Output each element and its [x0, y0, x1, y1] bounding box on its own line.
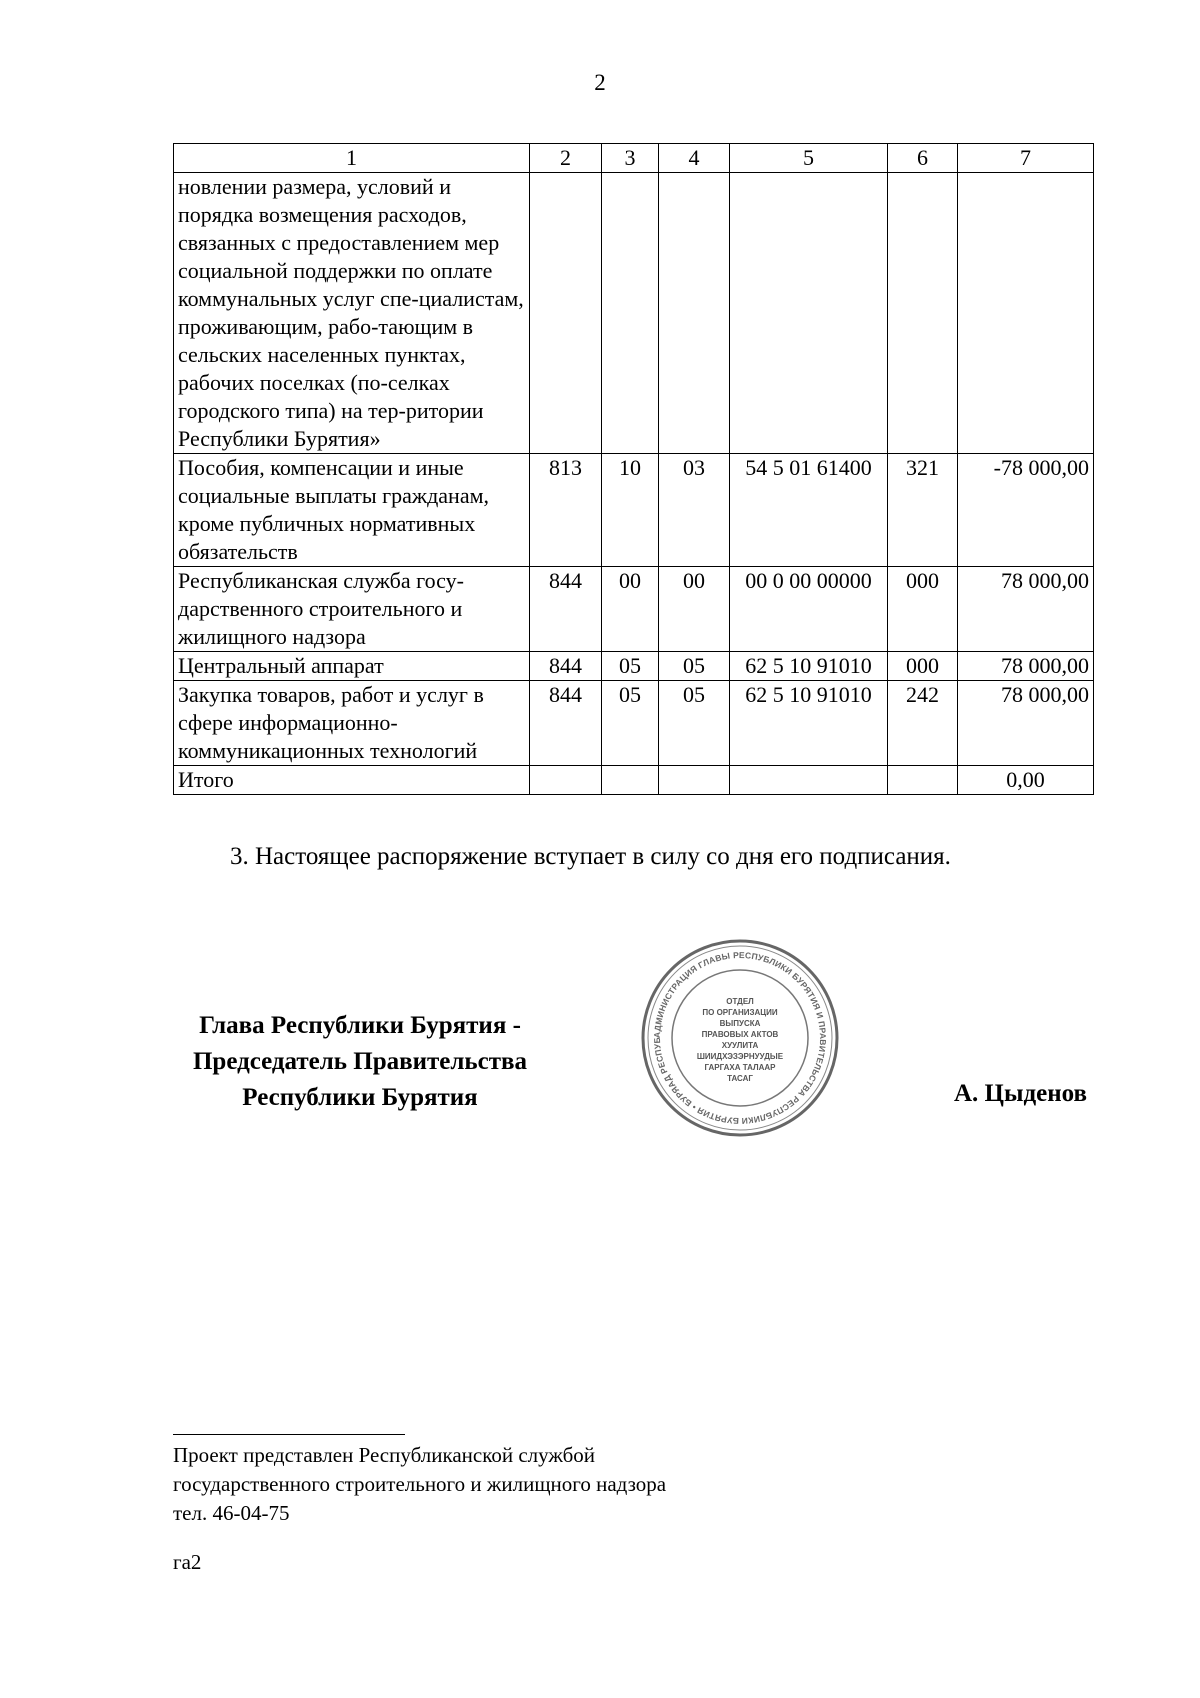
row-name: новлении размера, условий и порядка возмещения расходов, связанных с предоставлением мер социальной поддержки по оплате коммунальных услуг спе-циалистам, проживающим, рабо-тающим в сельских населенных пунктах, рабочих поселках (по-селках городского типа) на тер-ритории Республики Бурятия» — [174, 173, 530, 454]
page-number: 2 — [594, 70, 606, 95]
expense-type-code — [888, 173, 958, 454]
signatory-title-line: Глава Республики Бурятия - — [199, 1012, 521, 1039]
section-code — [602, 173, 659, 454]
ministry-code: 844 — [530, 681, 602, 766]
stamp-center-text: ОТДЕЛ ПО ОРГАНИЗАЦИИ ВЫПУСКА ПРАВОВЫХ АКТОВ ХУУЛИТА ШИИДХЭЗЭРНУУДЫЕ ГАРГАХА ТАЛААР ТАСАГ — [696, 997, 784, 1083]
target-article-code: 00 0 00 00000 — [730, 567, 888, 652]
target-article-code: 62 5 10 91010 — [730, 681, 888, 766]
table-row — [174, 173, 1094, 454]
footnote — [173, 1441, 666, 1528]
table-row — [174, 454, 1094, 567]
ministry-code — [530, 173, 602, 454]
footnote-line: Проект представлен Республиканской службой — [173, 1443, 596, 1467]
expense-type-code: 000 — [888, 652, 958, 681]
section-code: 05 — [602, 652, 659, 681]
document-code: га2 — [173, 1550, 202, 1574]
table-row — [174, 681, 1094, 766]
footnote-line: тел. 46-04-75 — [173, 1501, 290, 1525]
signatory-title-line: Председатель Правительства — [192, 1048, 528, 1075]
subsection-code: 05 — [659, 681, 730, 766]
signatory-title-line: Республики Бурятия — [242, 1084, 478, 1111]
amount: -78 000,00 — [958, 454, 1094, 567]
ministry-code: 813 — [530, 454, 602, 567]
row-name: Закупка товаров, работ и услуг в сфере информационно-коммуникационных технологий — [174, 681, 530, 766]
footnote-divider — [173, 1434, 405, 1435]
signatory-title — [150, 1008, 570, 1116]
table-header-row — [174, 144, 1094, 173]
signatory-name: А. Цыденов — [953, 1080, 1087, 1107]
subsection-code — [659, 173, 730, 454]
subsection-code: 00 — [659, 567, 730, 652]
ministry-code: 844 — [530, 567, 602, 652]
amount: 78 000,00 — [958, 567, 1094, 652]
footnote-line: государственного строительного и жилищного надзора — [173, 1472, 667, 1496]
amount: 78 000,00 — [958, 681, 1094, 766]
target-article-code: 54 5 01 61400 — [730, 454, 888, 567]
section-code: 05 — [602, 681, 659, 766]
column-header: 3 — [602, 144, 659, 173]
subsection-code: 05 — [659, 652, 730, 681]
column-header: 2 — [530, 144, 602, 173]
row-name: Центральный аппарат — [174, 652, 530, 681]
expense-type-code: 000 — [888, 567, 958, 652]
column-header: 4 — [659, 144, 730, 173]
column-header: 5 — [730, 144, 888, 173]
table-row — [174, 567, 1094, 652]
target-article-code — [730, 173, 888, 454]
subsection-code: 03 — [659, 454, 730, 567]
ministry-code: 844 — [530, 652, 602, 681]
table-row — [174, 652, 1094, 681]
official-stamp — [640, 938, 840, 1138]
row-name: Пособия, компенсации и иные социальные выплаты гражданам, кроме публичных нормативных обязательств — [174, 454, 530, 567]
row-name: Республиканская служба госу-дарственного строительного и жилищного надзора — [174, 567, 530, 652]
budget-table — [173, 143, 1094, 795]
column-header: 1 — [174, 144, 530, 173]
amount — [958, 173, 1094, 454]
total-amount: 0,00 — [958, 766, 1094, 795]
section-code: 00 — [602, 567, 659, 652]
column-header: 7 — [958, 144, 1094, 173]
section-code: 10 — [602, 454, 659, 567]
column-header: 6 — [888, 144, 958, 173]
stamp-ring-text: АДМИНИСТРАЦИЯ ГЛАВЫ РЕСПУБЛИКИ БУРЯТИЯ И ПРАВИТЕЛЬСТВА РЕСПУБЛИКИ БУРЯТИЯ • БУРЯАД РЕСПУБ — [651, 949, 829, 1127]
total-row — [174, 766, 1094, 795]
paragraph-3: 3. Настоящее распоряжение вступает в силу со дня его подписания. — [230, 843, 951, 870]
total-label: Итого — [174, 766, 530, 795]
target-article-code: 62 5 10 91010 — [730, 652, 888, 681]
expense-type-code: 242 — [888, 681, 958, 766]
expense-type-code: 321 — [888, 454, 958, 567]
amount: 78 000,00 — [958, 652, 1094, 681]
